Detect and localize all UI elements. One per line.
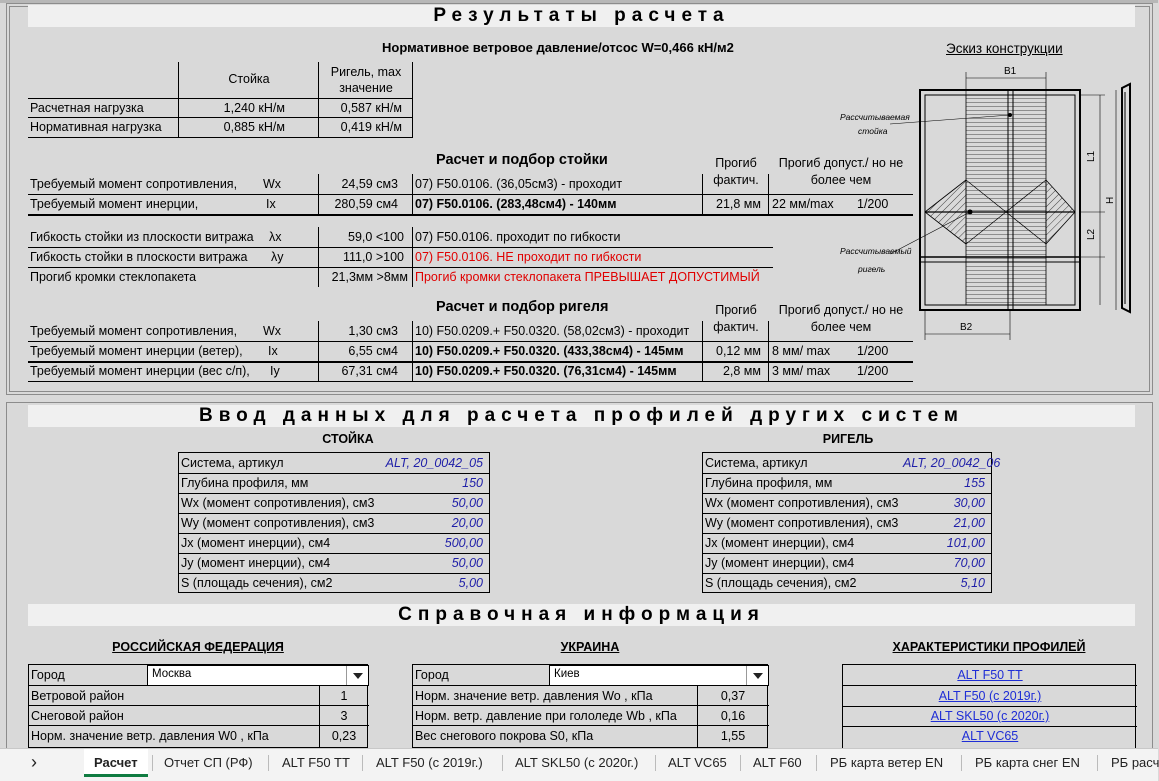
rigel-row-iy-dop: 3 мм/ max <box>772 364 831 378</box>
rf-row-wind-value: 1 <box>340 689 348 703</box>
rf-row-snow-label: Снеговой район <box>31 709 124 723</box>
ua-row-s0-label: Вес снегового покрова S0, кПа <box>415 729 594 743</box>
load-row-calc-stoyka: 1,240 кН/м <box>223 101 285 115</box>
rigel-input-label: Wy (момент сопротивления), см3 <box>705 516 899 530</box>
stoyka-input-value[interactable]: 5,00 <box>458 576 483 590</box>
reference-title: Справочная информация <box>28 604 1135 626</box>
sketch-dim-l2: L2 <box>1086 228 1097 240</box>
stoyka-row-i-value: 280,59 см4 <box>334 197 398 211</box>
rigel-row-ix-label: Требуемый момент инерции (ветер), <box>30 344 243 358</box>
chevron-down-icon[interactable] <box>746 666 768 686</box>
tab-scroll-next-button[interactable]: › <box>31 752 37 772</box>
profile-link-f50-2019[interactable]: ALT F50 (с 2019г.) <box>938 689 1042 703</box>
rf-row-snow-value: 3 <box>340 709 348 723</box>
sketch-dim-b2: B2 <box>960 322 973 333</box>
rigel-row-w-label: Требуемый момент сопротивления, <box>30 324 238 338</box>
stoyka-vline-2 <box>412 174 413 214</box>
load-row-norm-stoyka: 0,885 кН/м <box>223 120 285 134</box>
stoyka-input-label: S (площадь сечения), см2 <box>181 576 333 590</box>
tab-separator <box>816 755 817 771</box>
tab-separator <box>502 755 503 771</box>
glass-edge-value: 21,3мм >8мм <box>331 270 408 284</box>
rigel-input-label: Wx (момент сопротивления), см3 <box>705 496 899 510</box>
sketch-title: Эскиз конструкции <box>946 41 1063 56</box>
ua-city-dropdown[interactable] <box>549 665 769 686</box>
chevron-down-icon[interactable] <box>346 666 368 686</box>
rigel-section-title: Расчет и подбор ригеля <box>436 299 609 315</box>
rigel-row-ix-dop: 8 мм/ max <box>772 344 831 358</box>
results-title: Результаты расчета <box>28 5 1135 27</box>
load-row-norm-rigel: 0,419 кН/м <box>340 120 402 134</box>
rigel-input-value[interactable]: 155 <box>964 476 985 490</box>
sketch-label-rigel-1: Рассчитываемый <box>840 246 912 256</box>
rf-row-wind-label: Ветровой район <box>31 689 125 703</box>
rigel-row-iy-sym: Iy <box>270 364 280 378</box>
stoyka-row-w-result: 07) F50.0106. (36,05см3) - проходит <box>415 177 623 191</box>
stoyka-vline-4 <box>768 174 769 214</box>
flex-row-x-label: Гибкость стойки из плоскости витража <box>30 230 254 244</box>
stoyka-progib-dop-header: Прогиб допуст./ но не более чем <box>778 156 904 187</box>
ua-row-wo-value: 0,37 <box>720 689 746 703</box>
stoyka-input-value[interactable]: 50,00 <box>451 556 483 570</box>
construction-sketch <box>830 62 1140 347</box>
rigel-row-ix-fact: 0,12 мм <box>716 344 761 358</box>
flex-row-x-result: 07) F50.0106. проходит по гибкости <box>415 230 621 244</box>
flex-row-x-sym: λx <box>269 230 282 244</box>
stoyka-row-w-label: Требуемый момент сопротивления, <box>30 177 238 191</box>
rf-title: РОССИЙСКАЯ ФЕДЕРАЦИЯ <box>112 640 284 654</box>
stoyka-input-label: Глубина профиля, мм <box>181 476 309 490</box>
profiles-list <box>842 664 1136 748</box>
stoyka-row-i-dop: 22 мм/max <box>772 197 834 211</box>
sketch-label-stoyka-1: Рассчитываемая <box>840 112 910 122</box>
tab-separator <box>740 755 741 771</box>
tab-rb-wind-map[interactable]: РБ карта ветер EN <box>830 755 944 770</box>
profiles-title: ХАРАКТЕРИСТИКИ ПРОФИЛЕЙ <box>892 640 1086 654</box>
stoyka-input-value[interactable]: 50,00 <box>451 496 483 510</box>
flex-row-y-label: Гибкость стойки в плоскости витража <box>30 250 248 264</box>
stoyka-row-w-value: 24,59 см3 <box>341 177 398 191</box>
rigel-row-ix-ratio: 1/200 <box>857 344 889 358</box>
stoyka-row-w-sym: Wx <box>263 177 282 191</box>
tab-separator <box>268 755 269 771</box>
rf-city-value: Москва <box>152 668 192 680</box>
wind-pressure-header: Нормативное ветровое давление/отсос W=0,466 кН/м2 <box>382 40 734 55</box>
tab-alt-f60[interactable]: ALT F60 <box>753 755 802 770</box>
stoyka-section-title: Расчет и подбор стойки <box>436 152 608 168</box>
ua-row-s0-value: 1,55 <box>720 729 746 743</box>
rigel-input-label: S (площадь сечения), см2 <box>705 576 857 590</box>
rigel-vline-1 <box>318 321 319 381</box>
stoyka-row-i-sym: Ix <box>266 197 276 211</box>
rigel-input-label: Jx (момент инерции), см4 <box>705 536 855 550</box>
tab-rb-snow-map[interactable]: РБ карта снег EN <box>975 755 1080 770</box>
stoyka-row-i-ratio: 1/200 <box>857 197 889 211</box>
flex-row-y-result: 07) F50.0106. НЕ проходит по гибкости <box>415 250 642 264</box>
tab-separator <box>1097 755 1098 771</box>
rigel-vline-4 <box>768 321 769 381</box>
rf-city-dropdown[interactable] <box>147 665 369 686</box>
rigel-input-value[interactable]: 30,00 <box>953 496 985 510</box>
stoyka-progib-fact-header: Прогиб фактич. <box>713 156 759 187</box>
glass-edge-result: Прогиб кромки стеклопакета ПРЕВЫШАЕТ ДОПУСТИМЫЙ <box>415 270 760 284</box>
rigel-vline-3 <box>702 321 703 381</box>
rigel-hline-3 <box>28 381 913 382</box>
tab-separator <box>961 755 962 771</box>
ua-row-wo-label: Норм. значение ветр. давления Wo , кПа <box>415 689 653 703</box>
tab-alt-vc65[interactable]: ALT VC65 <box>668 755 727 770</box>
profile-link-vc65[interactable]: ALT VC65 <box>961 729 1019 743</box>
rigel-row-ix-sym: Ix <box>268 344 278 358</box>
ua-city-label: Город <box>415 668 449 682</box>
tab-alt-f50-2019[interactable]: ALT F50 (с 2019г.) <box>376 755 483 770</box>
rf-row-w0-label: Норм. значение ветр. давления W0 , кПа <box>31 729 269 743</box>
rigel-row-iy-value: 67,31 см4 <box>341 364 398 378</box>
ua-table <box>412 664 768 748</box>
rf-city-label: Город <box>31 668 65 682</box>
sketch-label-stoyka-2: стойка <box>858 126 888 136</box>
rigel-row-w-value: 1,30 см3 <box>348 324 398 338</box>
tab-alt-skl50[interactable]: ALT SKL50 (с 2020г.) <box>515 755 639 770</box>
rigel-input-label: Глубина профиля, мм <box>705 476 833 490</box>
stoyka-vline-1 <box>318 174 319 214</box>
sketch-dim-l1: L1 <box>1086 150 1097 162</box>
tab-rb-rasch[interactable]: РБ расч <box>1111 755 1159 770</box>
ua-row-wb-value: 0,16 <box>720 709 746 723</box>
rigel-vline-2 <box>412 321 413 381</box>
tab-raschet[interactable]: Расчет <box>84 749 148 777</box>
rigel-progib-dop-header: Прогиб допуст./ но не более чем <box>778 303 904 334</box>
rigel-input-value[interactable]: 101,00 <box>946 536 985 550</box>
tab-separator <box>152 755 153 771</box>
stoyka-input-value[interactable]: 500,00 <box>444 536 483 550</box>
tab-separator <box>362 755 363 771</box>
stoyka-row-i-result: 07) F50.0106. (283,48см4) - 140мм <box>415 197 617 211</box>
tab-otchet-sp[interactable]: Отчет СП (РФ) <box>164 755 253 770</box>
stoyka-input-label: Система, артикул <box>181 456 284 470</box>
stoyka-row-i-fact: 21,8 мм <box>716 197 761 211</box>
rf-table <box>28 664 368 748</box>
profile-link-skl50[interactable]: ALT SKL50 (с 2020г.) <box>930 709 1050 723</box>
rigel-row-w-sym: Wx <box>263 324 282 338</box>
stoyka-hline-2 <box>28 214 913 216</box>
sheet-tab-bar <box>0 748 1158 781</box>
load-table-hline-3 <box>28 137 413 138</box>
flex-vline-2 <box>412 227 413 287</box>
flex-row-y-sym: λy <box>271 250 284 264</box>
rf-row-w0-value: 0,23 <box>331 729 357 743</box>
stoyka-input-label: Jy (момент инерции), см4 <box>181 556 331 570</box>
stoyka-vline-3 <box>702 174 703 214</box>
flex-row-y-value: 111,0 >100 <box>342 250 404 264</box>
load-table-vline-1 <box>178 62 179 138</box>
input-rigel-title: РИГЕЛЬ <box>822 432 874 446</box>
rigel-input-value[interactable]: ALT, 20_0042_06 <box>903 456 1001 470</box>
col-header-stoyka: Стойка <box>228 72 270 86</box>
ua-city-value: Киев <box>554 668 580 680</box>
stoyka-input-value[interactable]: 150 <box>462 476 483 490</box>
profile-link-f50tt[interactable]: ALT F50 TT <box>957 668 1023 682</box>
rigel-input-label: Jy (момент инерции), см4 <box>705 556 855 570</box>
ua-title: УКРАИНА <box>560 640 620 654</box>
glass-edge-label: Прогиб кромки стеклопакета <box>30 270 197 284</box>
load-row-norm-label: Нормативная нагрузка <box>30 120 162 134</box>
flex-row-x-value: 59,0 <100 <box>348 230 404 244</box>
sketch-dim-h: H <box>1105 196 1116 204</box>
stoyka-input-label: Wy (момент сопротивления), см3 <box>181 516 375 530</box>
input-title: Ввод данных для расчета профилей других систем <box>28 405 1135 427</box>
rigel-input-table <box>702 452 1001 593</box>
sketch-dim-b1: B1 <box>1004 66 1017 77</box>
rigel-row-iy-fact: 2,8 мм <box>722 364 761 378</box>
load-table-vline-2 <box>318 62 319 138</box>
rigel-input-value[interactable]: 5,10 <box>960 576 985 590</box>
flex-vline-1 <box>318 227 319 287</box>
rigel-input-value[interactable]: 70,00 <box>953 556 985 570</box>
stoyka-input-table <box>178 452 490 593</box>
rigel-progib-fact-header: Прогиб фактич. <box>713 303 759 334</box>
rigel-row-ix-result: 10) F50.0209.+ F50.0320. (433,38см4) - 145мм <box>415 344 684 358</box>
rigel-input-value[interactable]: 21,00 <box>953 516 985 530</box>
tab-alt-f50-tt[interactable]: ALT F50 TT <box>282 755 350 770</box>
stoyka-input-value[interactable]: 20,00 <box>451 516 483 530</box>
load-table-vline-3 <box>412 62 413 138</box>
rigel-input-label: Система, артикул <box>705 456 808 470</box>
stoyka-input-label: Jx (момент инерции), см4 <box>181 536 331 550</box>
sketch-label-rigel-2: ригель <box>858 264 886 274</box>
stoyka-row-i-label: Требуемый момент инерции, <box>30 197 199 211</box>
rigel-row-iy-result: 10) F50.0209.+ F50.0320. (76,31см4) - 145мм <box>415 364 677 378</box>
input-stoyka-title: СТОЙКА <box>322 432 374 446</box>
stoyka-input-value[interactable]: ALT, 20_0042_05 <box>385 456 483 470</box>
rigel-row-ix-value: 6,55 см4 <box>348 344 398 358</box>
rigel-row-iy-label: Требуемый момент инерции (вес с/п), <box>30 364 250 378</box>
stoyka-input-label: Wx (момент сопротивления), см3 <box>181 496 375 510</box>
col-header-rigel: Ригель, max значение <box>330 65 402 95</box>
load-row-calc-label: Расчетная нагрузка <box>30 101 144 115</box>
rigel-row-iy-ratio: 1/200 <box>857 364 889 378</box>
tab-separator <box>655 755 656 771</box>
rigel-row-w-result: 10) F50.0209.+ F50.0320. (58,02см3) - проходит <box>415 324 690 338</box>
load-row-calc-rigel: 0,587 кН/м <box>340 101 402 115</box>
ua-row-wb-label: Норм. ветр. давление при гололеде Wb , кПа <box>415 709 677 723</box>
